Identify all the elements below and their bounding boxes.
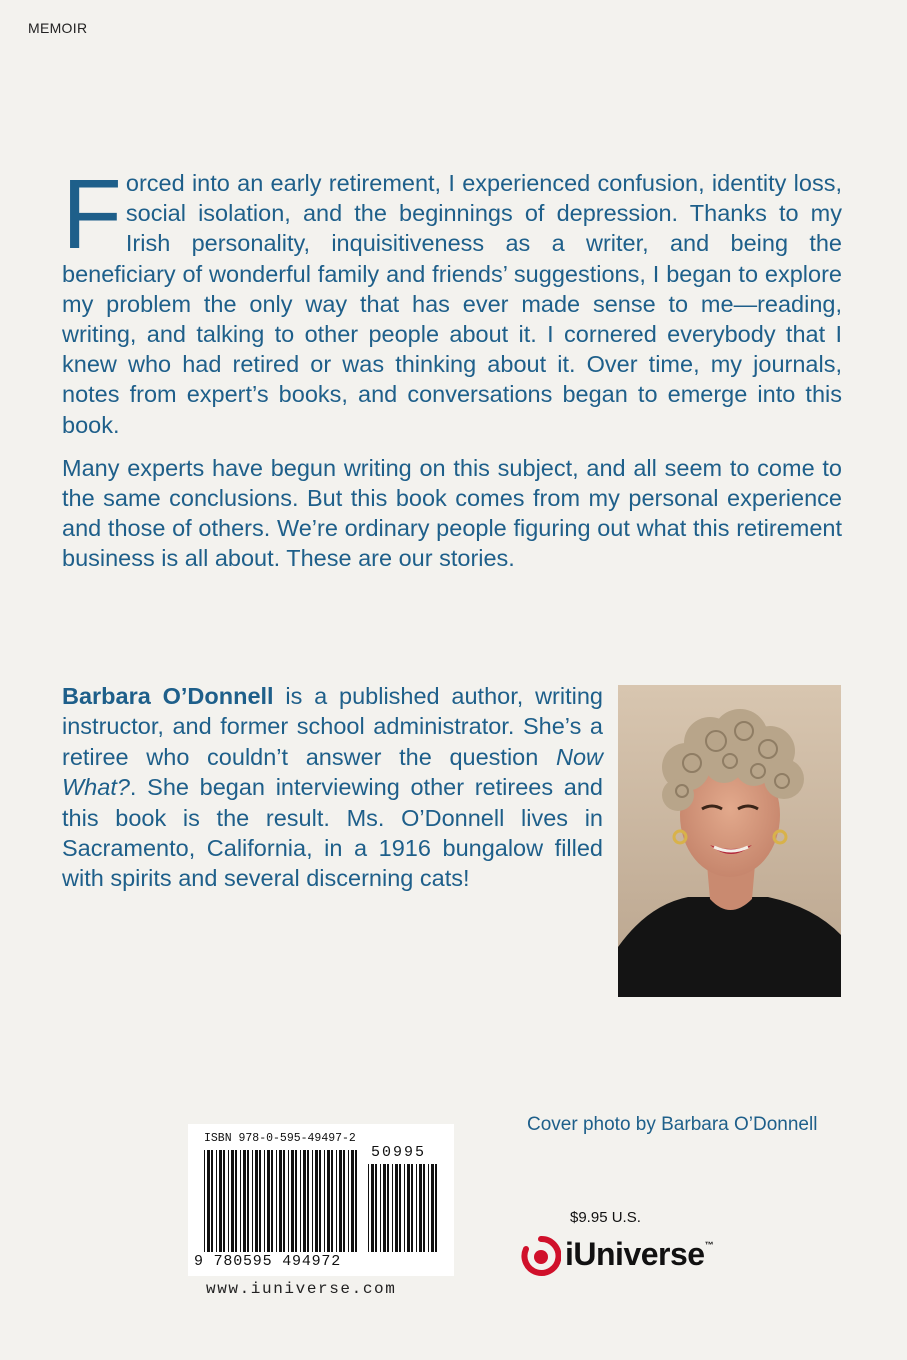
barcode-bar — [383, 1164, 386, 1252]
barcode-addon-number: 50995 — [371, 1144, 427, 1161]
barcode-bar — [431, 1164, 434, 1252]
barcode-bar — [351, 1150, 354, 1252]
barcode-bar — [423, 1164, 425, 1252]
genre-label: MEMOIR — [28, 20, 88, 36]
barcode-bar — [416, 1164, 417, 1252]
photo-credit: Cover photo by Barbara O’Donnell — [527, 1114, 818, 1135]
publisher-logo — [521, 1228, 714, 1280]
barcode-bar — [348, 1150, 349, 1252]
blurb-paragraph-2: Many experts have begun writing on this subject, and all seem to come to the same conclusions. But this book comes from my personal experience and those of others. We’re ordinary people figuring out what this retirement business is all about. These are our stories. — [62, 454, 842, 572]
barcode-bar — [407, 1164, 410, 1252]
barcode-bar — [312, 1150, 313, 1252]
barcode-bar — [295, 1150, 297, 1252]
barcode-bar — [223, 1150, 225, 1252]
barcode-bar — [276, 1150, 277, 1252]
blurb-paragraph-1-text: orced into an early retirement, I experienced confusion, identity loss, social isolation, and the beginnings of depression. Thanks to my Irish personality, inquisitiveness as a writer, and being the beneficiary of wonderful family and friends’ suggestions, I began to explore my problem the only way that has ever made sense to me—reading, writing, and talking to other people about it. I cornered everybody that I knew who had retired or was thinking about it. Over time, my journals, notes from expert’s books, and conversations began to emerge into this book. — [62, 170, 842, 438]
barcode-ean-number: 9 780595 494972 — [194, 1253, 342, 1270]
barcode-bar — [303, 1150, 306, 1252]
barcode-bar — [264, 1150, 265, 1252]
barcode-bar — [395, 1164, 398, 1252]
barcode-bar — [375, 1164, 377, 1252]
barcode-bar — [428, 1164, 429, 1252]
barcode-addon-bars — [368, 1164, 442, 1252]
barcode-bar — [392, 1164, 393, 1252]
barcode-bar — [211, 1150, 213, 1252]
barcode-bar — [343, 1150, 345, 1252]
barcode-bar — [411, 1164, 413, 1252]
author-bio — [62, 681, 603, 894]
barcode-bar — [291, 1150, 294, 1252]
barcode-bar — [387, 1164, 389, 1252]
barcode-bar — [228, 1150, 229, 1252]
barcode-bar — [283, 1150, 285, 1252]
barcode-bar — [207, 1150, 210, 1252]
barcode-bar — [404, 1164, 405, 1252]
author-photo — [618, 685, 841, 997]
barcode-bar — [368, 1164, 369, 1252]
barcode-bar — [300, 1150, 301, 1252]
barcode-bar — [267, 1150, 270, 1252]
barcode-bar — [336, 1150, 337, 1252]
barcode-bar — [380, 1164, 381, 1252]
barcode-bar — [240, 1150, 241, 1252]
trademark-symbol: ™ — [704, 1240, 714, 1250]
barcode-bar — [331, 1150, 333, 1252]
barcode-bar — [288, 1150, 289, 1252]
iuniverse-logo-icon — [521, 1231, 561, 1277]
barcode-bar — [355, 1150, 357, 1252]
barcode-bar — [419, 1164, 422, 1252]
blurb-paragraph-1 — [62, 159, 842, 440]
book-title-italic: Now What? — [62, 743, 603, 801]
isbn-barcode — [188, 1124, 454, 1276]
author-name: Barbara O’Donnell — [62, 683, 274, 709]
price-label: $9.95 U.S. — [570, 1209, 641, 1226]
barcode-bar — [271, 1150, 273, 1252]
back-cover-blurb — [62, 159, 842, 574]
barcode-bar — [319, 1150, 321, 1252]
drop-cap: F — [62, 159, 122, 269]
barcode-bar — [255, 1150, 258, 1252]
publisher-website: www.iuniverse.com — [206, 1280, 397, 1298]
bio-text-1: is a published author, writing instructor, and former school administrator. She’s a retiree who couldn’t answer the question — [62, 683, 603, 770]
barcode-bar — [235, 1150, 237, 1252]
barcode-bar — [243, 1150, 246, 1252]
barcode-bar — [307, 1150, 309, 1252]
barcode-bar — [399, 1164, 401, 1252]
barcode-bar — [339, 1150, 342, 1252]
barcode-bar — [216, 1150, 217, 1252]
barcode-bar — [315, 1150, 318, 1252]
barcode-bar — [279, 1150, 282, 1252]
barcode-bars — [204, 1150, 362, 1252]
barcode-bar — [252, 1150, 253, 1252]
barcode-bar — [259, 1150, 261, 1252]
bio-text-2: . She began interviewing other retirees and this book is the result. Ms. O’Donnell lives in Sacramento, California, in a 1916 bungalow filled with spirits and several discerning cats! — [62, 774, 603, 892]
barcode-bar — [327, 1150, 330, 1252]
isbn-label: ISBN 978-0-595-49497-2 — [204, 1132, 356, 1145]
barcode-bar — [204, 1150, 205, 1252]
barcode-bar — [247, 1150, 249, 1252]
publisher-name: iUniverse — [565, 1235, 705, 1272]
barcode-bar — [435, 1164, 437, 1252]
barcode-bar — [219, 1150, 222, 1252]
barcode-bar — [371, 1164, 374, 1252]
barcode-bar — [231, 1150, 234, 1252]
barcode-bar — [324, 1150, 325, 1252]
